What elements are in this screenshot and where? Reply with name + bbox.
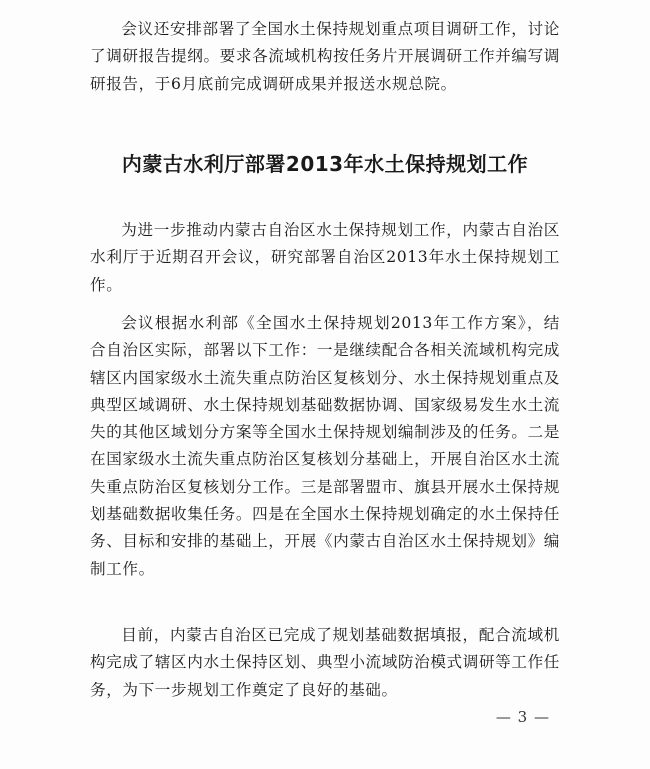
- intro-paragraph: 会议还安排部署了全国水土保持规划重点项目调研工作，讨论了调研报告提纲。要求各流域机构按任务片开展调研工作并编写调研报告，于6月底前完成调研成果并报送水规总院。: [90, 20, 560, 93]
- article-headline: 内蒙古水利厅部署2013年水土保持规划工作: [121, 152, 529, 176]
- body-paragraph-1: 为进一步推动内蒙古自治区水土保持规划工作，内蒙古自治区水利厅于近期召开会议，研究部署自治区2013年水土保持规划工作。: [90, 221, 560, 294]
- page-number: — 3 —: [495, 708, 550, 726]
- body-paragraph-2: 会议根据水利部《全国水土保持规划2013年工作方案》，结合自治区实际，部署以下工作：一是继续配合各相关流域机构完成辖区内国家级水土流失重点防治区复核划分、水土保持规划重点及典型区域调研、水土保持规划基础数据协调、国家级易发生水土流失的其他区域划分方案等全国水土保持规划编制涉及的任务。二是在国家级水土流失重点防治区复核划分基础上，开展自治区水土流失重点防治区复核划分工作。三是部署盟市、旗县开展水土保持规划基础数据收集任务。四是在全国水土保持规划确定的水土保持任务、目标和安排的基础上，开展《内蒙古自治区水土保持规划》编制工作。: [90, 314, 560, 578]
- body-paragraph-3: 目前，内蒙古自治区已完成了规划基础数据填报，配合流域机构完成了辖区内水土保持区划、典型小流域防治模式调研等工作任务，为下一步规划工作奠定了良好的基础。: [90, 626, 560, 699]
